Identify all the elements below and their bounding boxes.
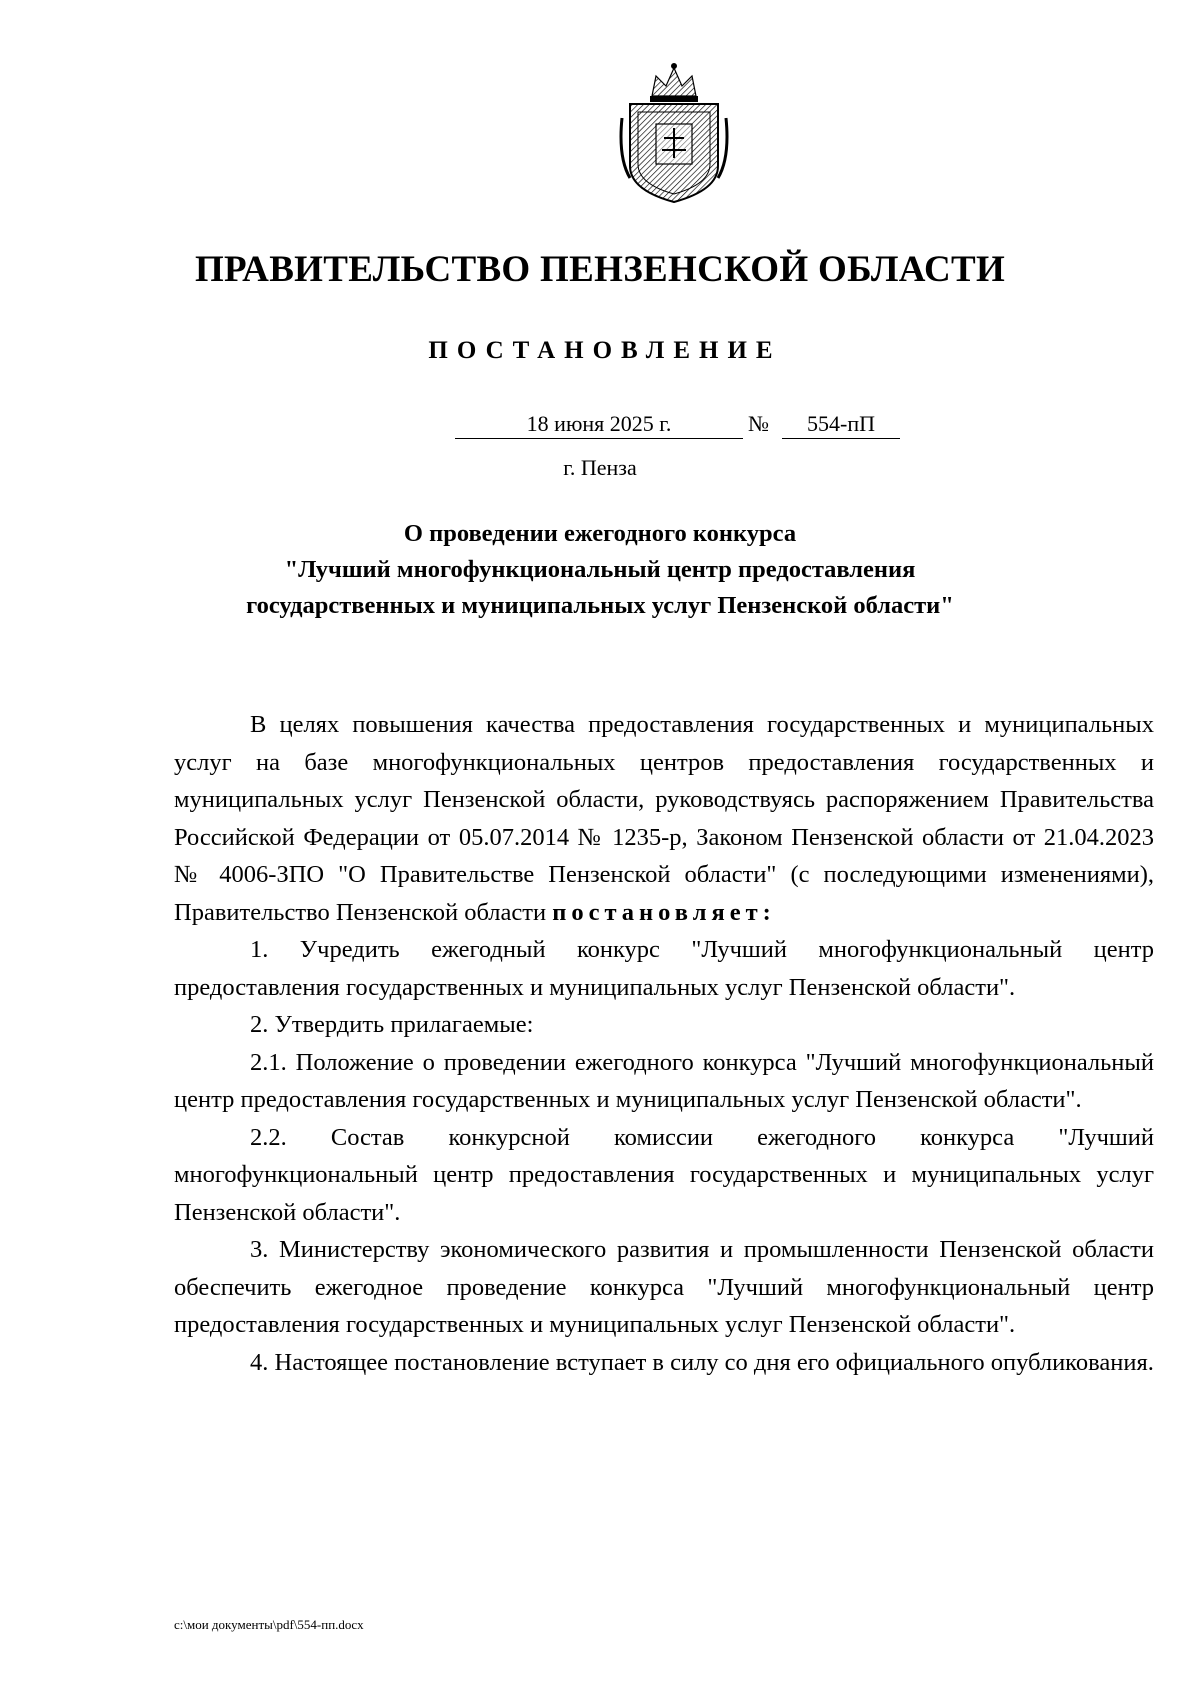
date-number-line (0, 410, 1200, 442)
document-date: 18 июня 2025 г. (455, 410, 743, 439)
item-paragraph: 2. Утвердить прилагаемые: (250, 1011, 534, 1038)
file-path-footer: c:\мои документы\pdf\554-пп.docx (174, 1617, 364, 1632)
subject-line: "Лучший многофункциональный центр предоставления (284, 556, 916, 583)
subject-line: государственных и муниципальных услуг Пензенской области" (246, 592, 954, 619)
item-paragraph: 2.2. Состав конкурсной комиссии ежегодного конкурса "Лучший многофункциональный центр предоставления государственных и муниципальных услуг Пензенской области". (174, 1123, 1154, 1226)
item-paragraph: 4. Настоящее постановление вступает в силу со дня его официального опубликования. (250, 1348, 1154, 1376)
document-number: 554-пП (782, 410, 900, 439)
document-body (174, 706, 1154, 1381)
city: г. Пенза (563, 455, 637, 480)
coat-of-arms-icon (616, 58, 732, 208)
subject-line: О проведении ежегодного конкурса (403, 520, 797, 547)
item-paragraph: 3. Министерству экономического развития и промышленности Пензенской области обеспечить ежегодное проведение конкурса "Лучший многофункциональный центр предоставления государственных и муниципальных услуг Пензенской области". (174, 1236, 1154, 1338)
number-sign: № (748, 411, 769, 436)
preamble-text: В целях повышения качества предоставления государственных и муниципальных услуг на базе многофункциональных центров предоставления государственных и муниципальных услуг Пензенской области, руководствуясь распоряжением Правительства Российской Федерации от 05.07.2014 № 1235-р, Законом Пензенской области от 21.04.2023 № 4006-ЗПО "О Правительстве Пензенской области" (с последующими изменениями), Правительство Пензенской области (174, 711, 1154, 926)
organization-title: ПРАВИТЕЛЬСТВО ПЕНЗЕНСКОЙ ОБЛАСТИ (194, 249, 1006, 290)
item-paragraph: 2.1. Положение о проведении ежегодного конкурса "Лучший многофункциональный центр предоставления государственных и муниципальных услуг Пензенской области". (174, 1048, 1154, 1113)
resolves-word: постановляет: (552, 898, 776, 926)
document-type: ПОСТАНОВЛЕНИЕ (428, 337, 782, 364)
item-paragraph: 1. Учредить ежегодный конкурс "Лучший многофункциональный центр предоставления государственных и муниципальных услуг Пензенской области". (174, 936, 1154, 1001)
document-subject (0, 516, 1200, 624)
preamble-paragraph (174, 706, 1154, 931)
